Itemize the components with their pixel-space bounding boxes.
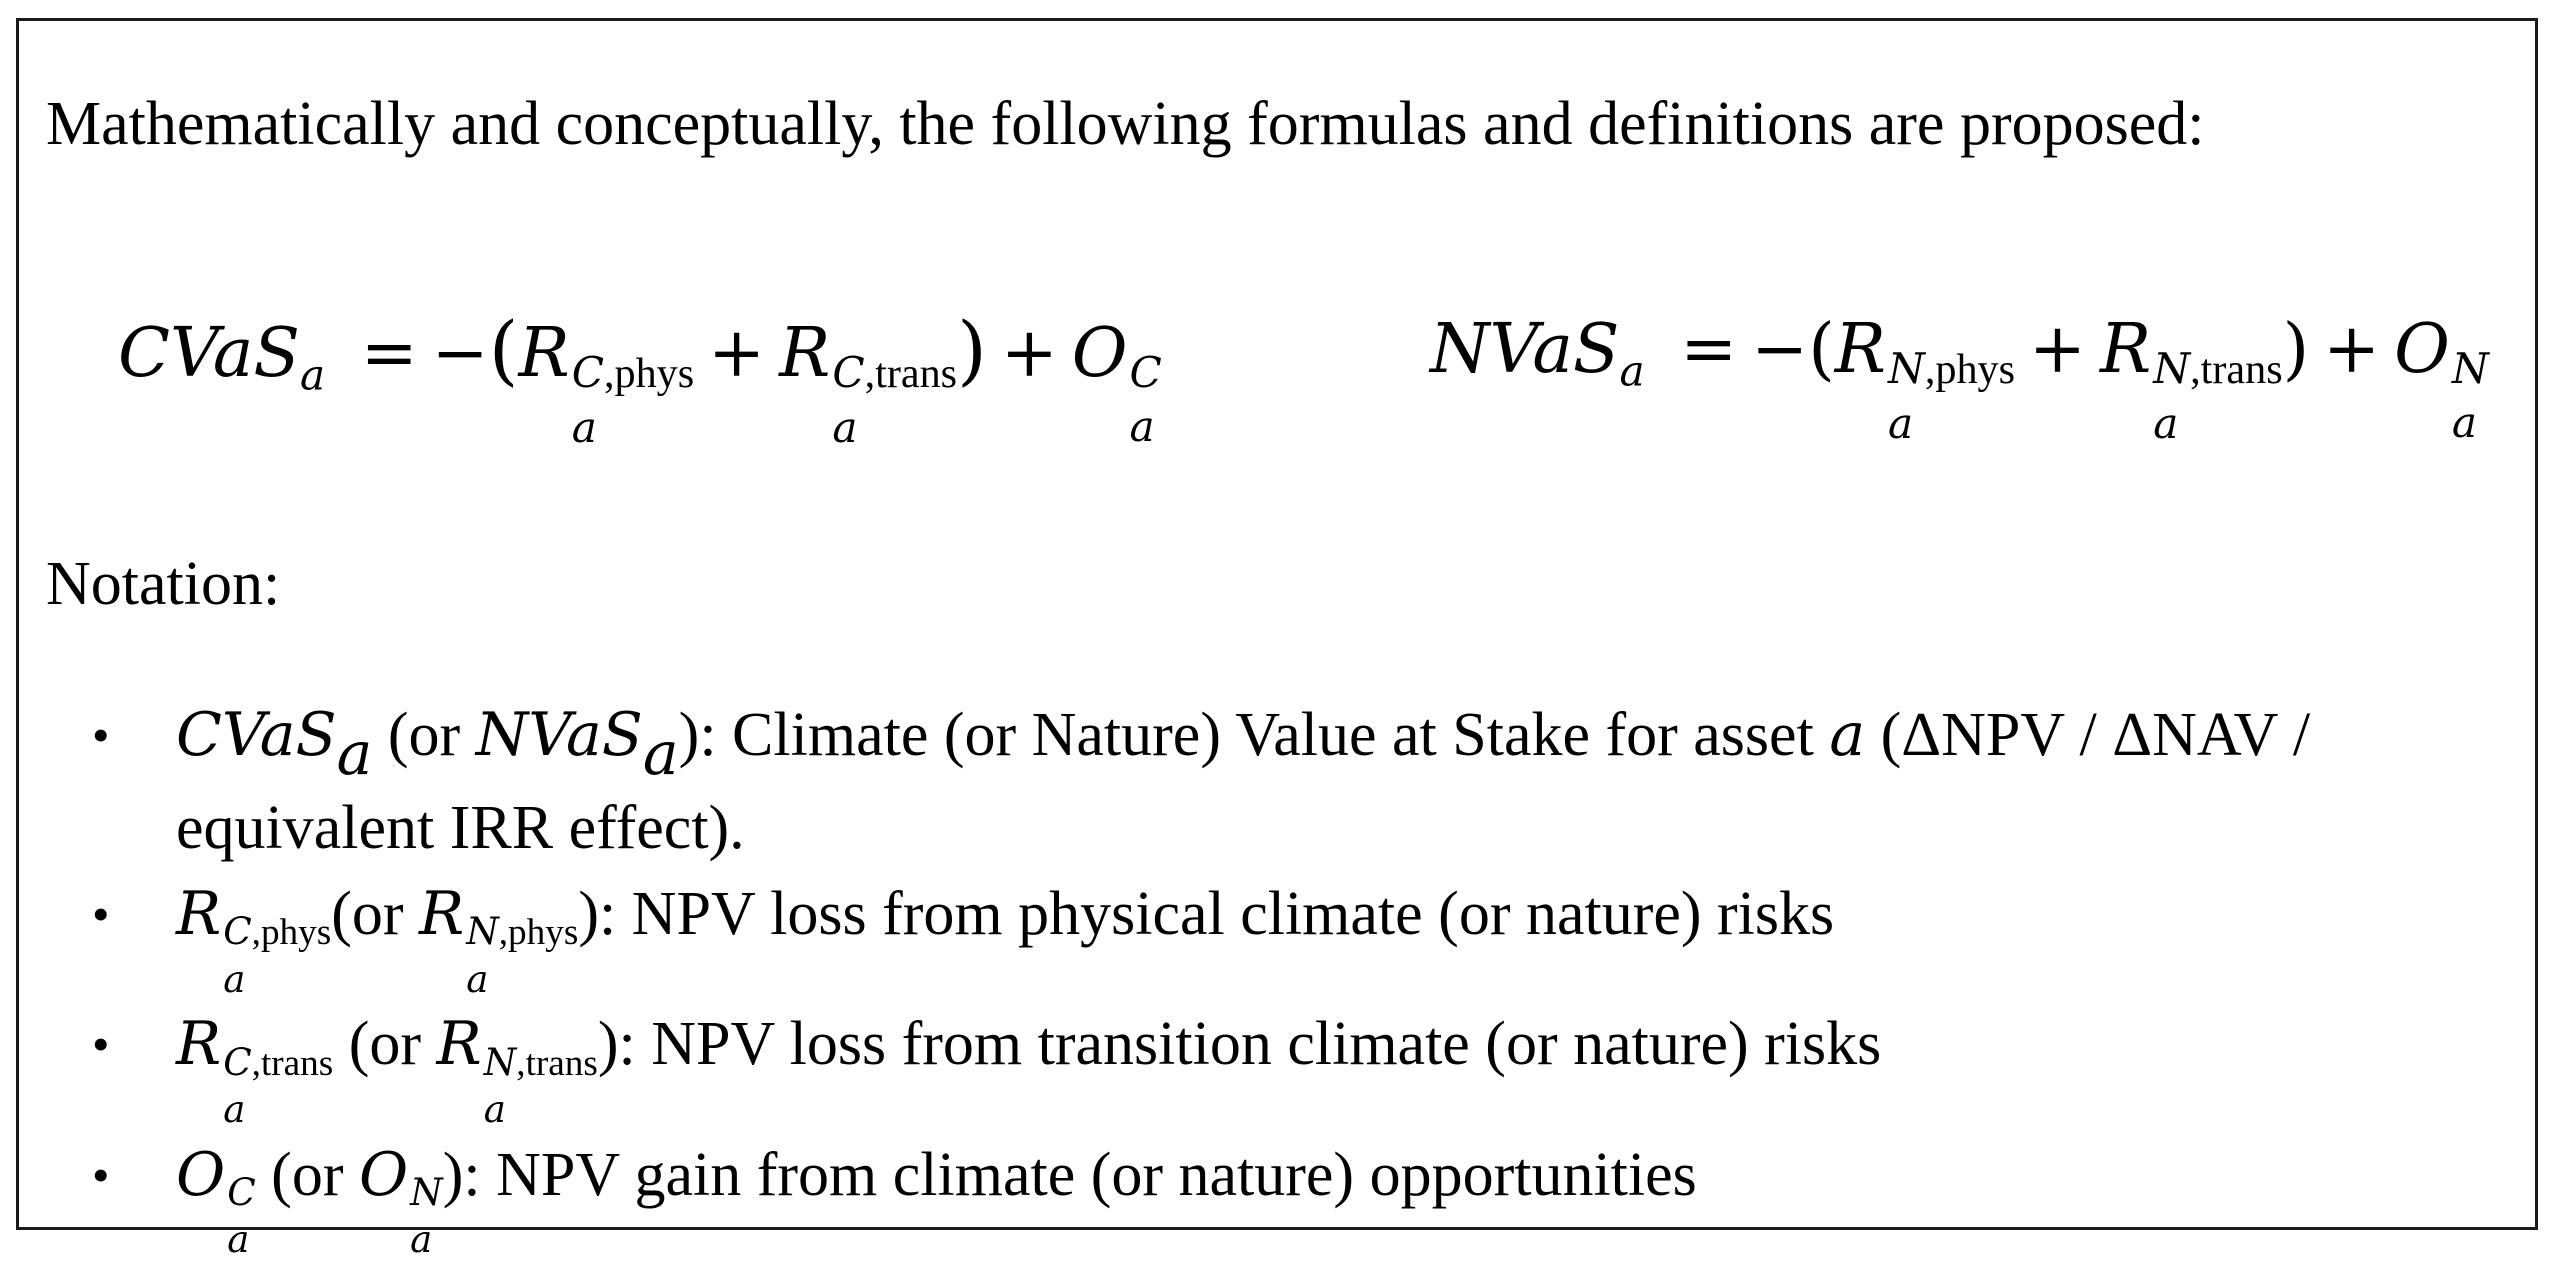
eq-r-trans: R N,trans a — [2100, 310, 2283, 448]
eq-minus: − — [1751, 310, 1809, 389]
eq-plus-2: + — [2323, 310, 2381, 389]
list-item — [0, 1138, 2480, 1261]
eq-o: O N a — [2394, 310, 2489, 447]
notation-list — [0, 698, 2480, 1267]
eq-lhs-base: CVaS — [118, 314, 301, 393]
bullet: • — [92, 1016, 110, 1073]
eq-close-paren: ) — [957, 305, 987, 394]
list-item — [0, 877, 2480, 1002]
bullet: • — [92, 886, 110, 943]
list-item-text: O C a (or O N a ): NPV gain from climate (or nature) opportunities — [176, 1139, 1697, 1261]
equation-cvas — [118, 300, 1162, 452]
eq-close-paren: ) — [2282, 310, 2310, 389]
list-item-text: R C,phys a (or R N,phys a ): NPV loss from physical climate (or nature) risks — [176, 879, 1835, 1002]
list-item — [0, 698, 2480, 865]
eq-r-phys: R N,phys a — [1834, 310, 2016, 448]
bullet: • — [92, 1146, 110, 1203]
eq-lhs-base: NVaS — [1430, 310, 1620, 389]
list-item-text: CVaSa (or NVaSa): Climate (or Nature) Value at Stake for asset a (ΔNPV / ΔNAV / equivalent IRR effect). — [176, 700, 2311, 863]
bullet: • — [92, 707, 110, 763]
equation-nvas — [1430, 300, 2489, 448]
eq-r-trans: R C,trans a — [779, 314, 958, 452]
eq-plus-1: + — [708, 314, 766, 393]
eq-plus-1: + — [2029, 310, 2087, 389]
list-item — [0, 1007, 2480, 1132]
notation-heading: Notation: — [46, 550, 281, 618]
eq-equals: = — [360, 314, 418, 393]
eq-lhs-sub: a — [300, 350, 326, 400]
eq-lhs-sub: a — [1619, 346, 1645, 396]
eq-open-paren: ( — [488, 305, 519, 394]
eq-equals: = — [1680, 310, 1738, 389]
eq-o: O C a — [1071, 314, 1162, 451]
list-item-text: R C,trans a (or R N,trans a ): NPV loss from transition climate (or nature) risks — [176, 1009, 1882, 1132]
eq-minus: − — [431, 314, 489, 393]
intro-paragraph: Mathematically and conceptually, the following formulas and definitions are proposed: — [46, 90, 2205, 158]
eq-r-phys: R C,phys a — [518, 314, 695, 452]
eq-open-paren: ( — [1808, 310, 1835, 389]
eq-plus-2: + — [1000, 314, 1058, 393]
